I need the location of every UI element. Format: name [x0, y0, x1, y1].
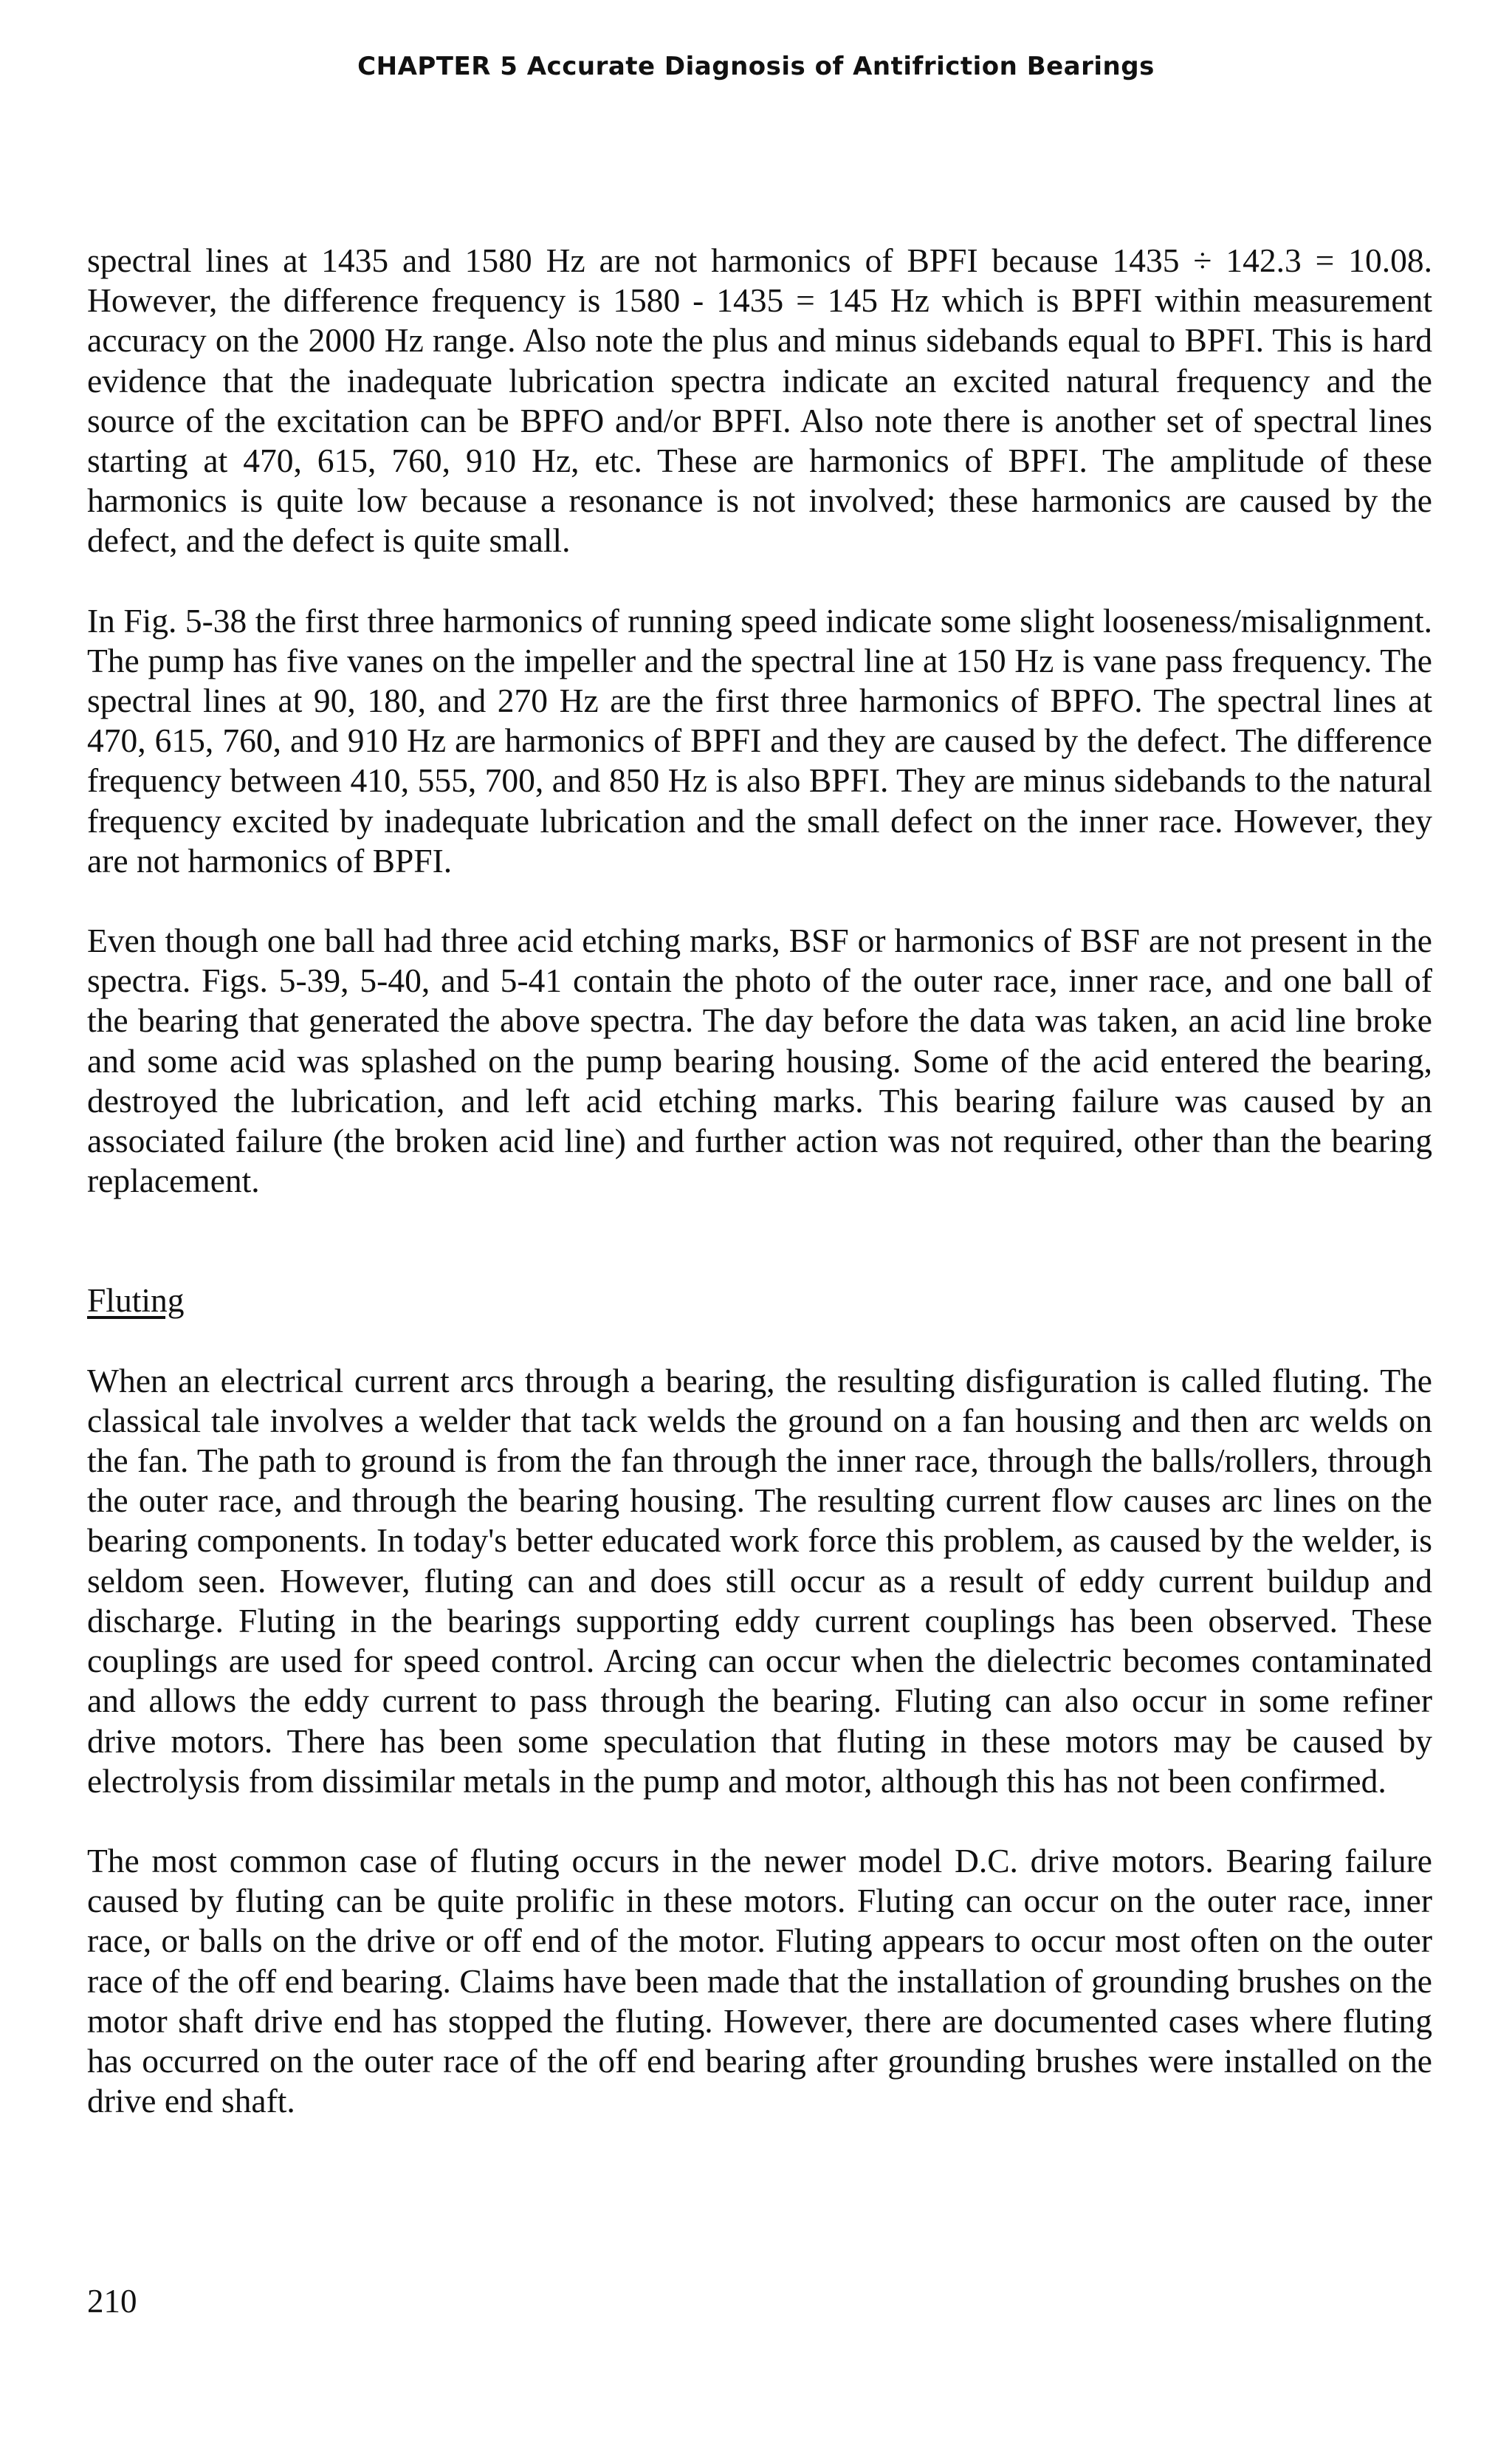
paragraph-fluting-intro: When an electrical current arcs through a bearing, the resulting disfiguration is called fluting. The classical tale involves a welder that tack welds the ground on a fan housing and then arc welds on the fan. The path to ground is from the fan through the inner race, through the balls/rollers, through the outer race, and through the bearing housing. The resulting current flow causes arc lines on the bearing components. In today's better educated work force this problem, as caused by the welder, is seldom seen. However, fluting can and does still occur as a result of eddy current buildup and discharge. Fluting in the bearings supporting eddy current couplings has been observed. These couplings are used for speed control. Arcing can occur when the dielectric becomes contaminated and allows the eddy current to pass through the bearing. Fluting can also occur in some refiner drive motors. There has been some speculation that fluting in these motors may be caused by electrolysis from dissimilar metals in the pump and motor, although this has not been confirmed. [87, 1361, 1432, 1800]
paragraph-acid-etching: Even though one ball had three acid etching marks, BSF or harmonics of BSF are not present in the spectra. Figs. 5-39, 5-40, and 5-41 contain the photo of the outer race, inner race, and one ball of the bearing that generated the above spectra. The day before the data was taken, an acid line broke and some acid was splashed on the pump bearing housing. Some of the acid entered the bearing, destroyed the lubrication, and left acid etching marks. This bearing failure was caused by an associated failure (the broken acid line) and further action was not required, other than the bearing replacement. [87, 922, 1432, 1200]
paragraph-fluting-dc-motors: The most common case of fluting occurs in the newer model D.C. drive motors. Bearing failure caused by fluting can be quite prolific in these motors. Fluting can occur on the outer race, inner race, or balls on the drive or off end of the motor. Fluting appears to occur most often on the outer race of the off end bearing. Claims have been made that the installation of grounding brushes on the motor shaft drive end has stopped the fluting. However, there are documented cases where fluting has occurred on the outer race of the off end bearing after grounding brushes were installed on the drive end shaft. [87, 1841, 1432, 2120]
paragraph-bpfi-spectral-lines: spectral lines at 1435 and 1580 Hz are not harmonics of BPFI because 1435 ÷ 142.3 = 10.08. However, the difference frequency is 1580 - 1435 = 145 Hz which is BPFI within measurement accuracy on the 2000 Hz range. Also note the plus and minus sidebands equal to BPFI. This is hard evidence that the inadequate lubrication spectra indicate an excited natural frequency and the source of the excitation can be BPFO and/or BPFI. Also note there is another set of spectral lines starting at 470, 615, 760, 910 Hz, etc. These are harmonics of BPFI. The amplitude of these harmonics is quite low because a resonance is not involved; these harmonics are caused by the defect, and the defect is quite small. [87, 241, 1432, 560]
page-number: 210 [87, 2283, 137, 2320]
paragraph-fig-5-38: In Fig. 5-38 the first three harmonics of running speed indicate some slight looseness/misalignment. The pump has five vanes on the impeller and the spectral line at 150 Hz is vane pass frequency. The spectral lines at 90, 180, and 270 Hz are the first three harmonics of BPFO. The spectral lines at 470, 615, 760, and 910 Hz are harmonics of BPFI and they are caused by the defect. The difference frequency between 410, 555, 700, and 850 Hz is also BPFI. They are minus sidebands to the natural frequency excited by inadequate lubrication and the small defect on the inner race. However, they are not harmonics of BPFI. [87, 601, 1432, 880]
running-head: CHAPTER 5 Accurate Diagnosis of Antifriction Bearings [357, 52, 1155, 81]
section-heading-fluting: Fluting [87, 1281, 185, 1320]
page-body [87, 241, 1432, 2161]
